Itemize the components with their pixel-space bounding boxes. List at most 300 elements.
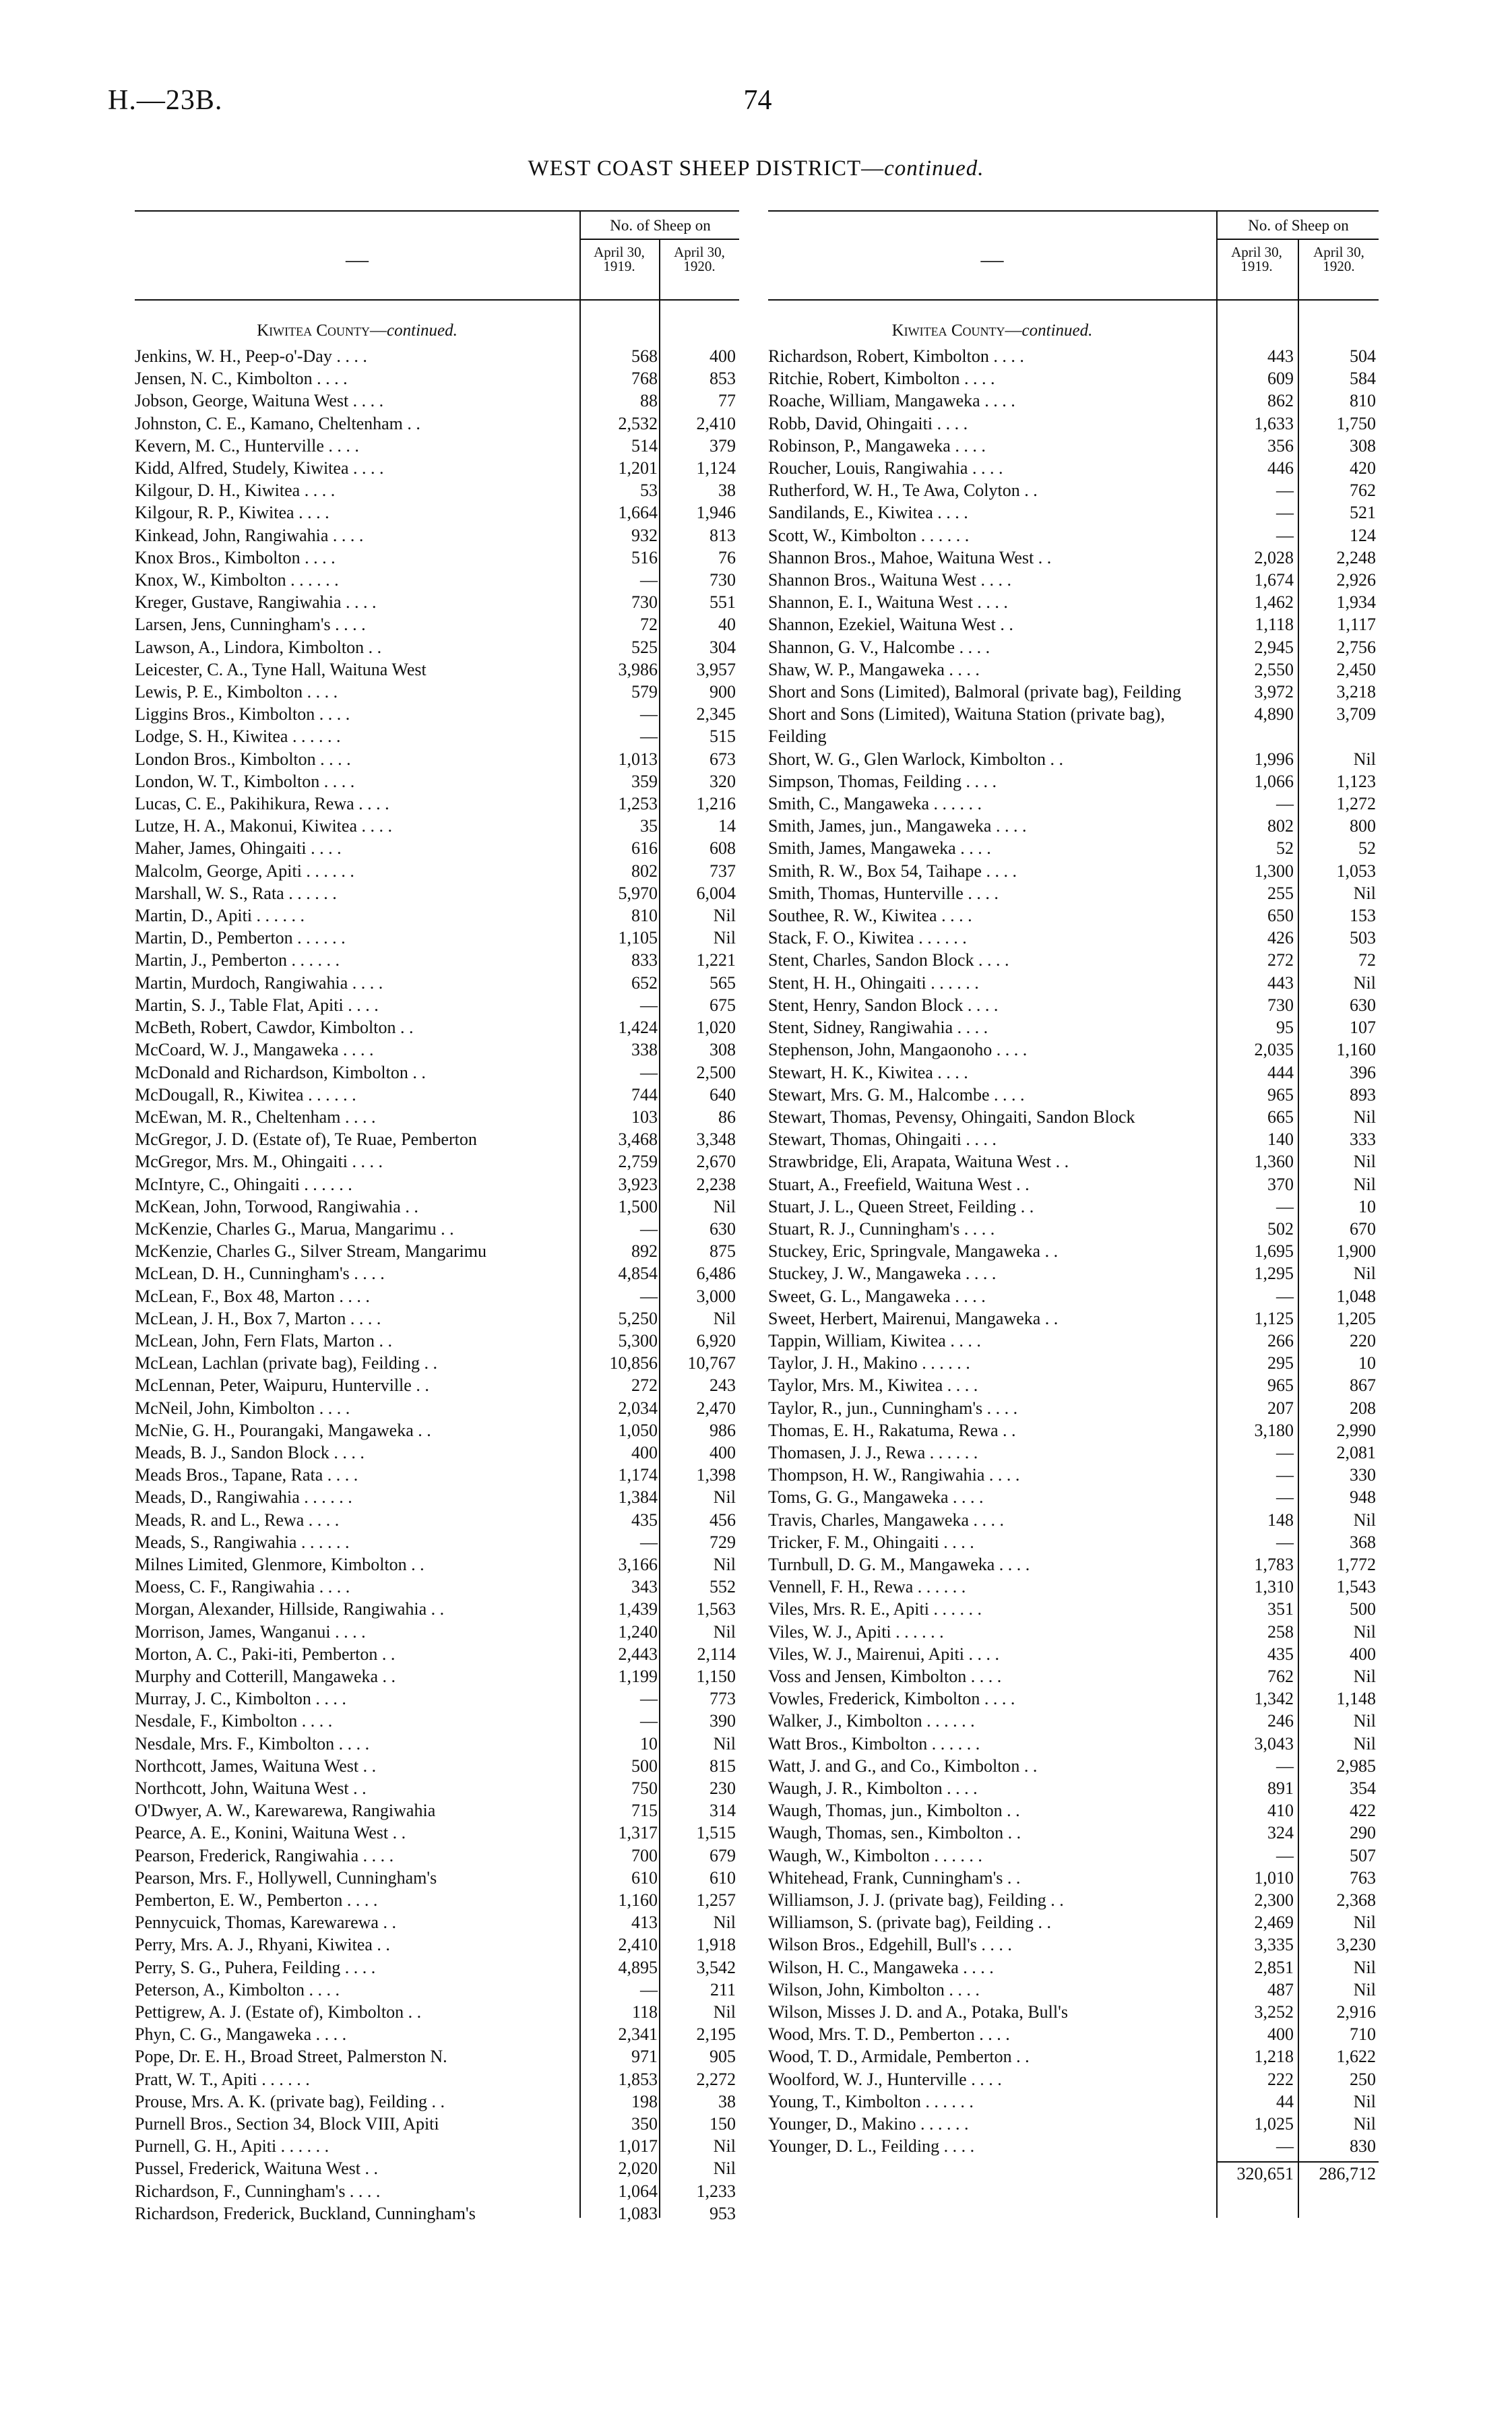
sheep-1920: 1,750: [1336, 413, 1376, 433]
sheep-1919: 650: [1267, 906, 1294, 926]
owner-name: Perry, Mrs. A. J., Rhyani, Kiwitea . .: [135, 1935, 390, 1955]
sheep-1920: 800: [1350, 816, 1376, 836]
owner-name: Pennycuick, Thomas, Karewarewa . .: [135, 1913, 396, 1933]
sheep-1919: 2,851: [1254, 1957, 1294, 1977]
owner-name: Jenkins, W. H., Peep-o'-Day . . . .: [135, 346, 367, 366]
table-row: [135, 1531, 739, 1553]
sheep-1920: Nil: [713, 906, 736, 926]
left-col2-header: April 30, 1920.: [674, 244, 725, 274]
sheep-1920: 670: [1350, 1218, 1376, 1239]
table-row: [768, 1307, 1379, 1330]
sheep-1920: 507: [1350, 1845, 1376, 1865]
table-row: [135, 1038, 739, 1061]
owner-name: Taylor, R., jun., Cunningham's . . . .: [768, 1398, 1018, 1418]
table-row: [135, 2113, 739, 2135]
owner-name: Thompson, H. W., Rangiwahia . . . .: [768, 1465, 1020, 1485]
table-row: [135, 2202, 739, 2225]
owner-name: Rutherford, W. H., Te Awa, Colyton . .: [768, 480, 1038, 501]
sheep-1920: 521: [1350, 503, 1376, 523]
owner-name: Stewart, Mrs. G. M., Halcombe . . . .: [768, 1084, 1025, 1105]
sheep-1919: 1,664: [618, 503, 658, 523]
table-row: [768, 972, 1379, 994]
sheep-1919: —: [1276, 1286, 1294, 1306]
sheep-1919: 140: [1267, 1129, 1294, 1150]
owner-name: Kidd, Alfred, Studely, Kiwitea . . . .: [135, 458, 384, 478]
owner-name: Pettigrew, A. J. (Estate of), Kimbolton . .: [135, 2002, 422, 2022]
table-row: [768, 457, 1379, 479]
sheep-1919: 272: [1267, 950, 1294, 970]
owner-name: Lutze, H. A., Makonui, Kiwitea . . . .: [135, 816, 392, 836]
sheep-1919: 744: [631, 1084, 658, 1105]
sheep-1920: 1,205: [1336, 1308, 1376, 1328]
owner-name: O'Dwyer, A. W., Karewarewa, Rangiwahia: [135, 1801, 436, 1821]
owner-name: Voss and Jensen, Kimbolton . . . .: [768, 1666, 1002, 1686]
owner-name: Strawbridge, Eli, Arapata, Waituna West . .: [768, 1152, 1069, 1172]
sheep-1920: 1,020: [696, 1018, 736, 1038]
sheep-1920: 1,148: [1336, 1689, 1376, 1709]
sheep-1919: —: [640, 1689, 658, 1709]
sheep-1919: 1,300: [1254, 861, 1294, 881]
left-table: [135, 210, 739, 2223]
owner-name: Shannon Bros., Mahoe, Waituna West . .: [768, 547, 1052, 567]
sheep-1919: 1,050: [618, 1420, 658, 1440]
sheep-1919: 802: [1267, 816, 1294, 836]
sheep-1919: —: [1276, 1756, 1294, 1776]
sheep-1919: —: [1276, 2136, 1294, 2157]
owner-name: Martin, J., Pemberton . . . . . .: [135, 950, 340, 970]
sheep-1919: —: [1276, 1532, 1294, 1552]
table-row: [768, 1106, 1379, 1128]
table-row: [768, 591, 1379, 613]
owner-name: Stuckey, Eric, Springvale, Mangaweka . .: [768, 1241, 1059, 1262]
table-row: [768, 837, 1379, 859]
sheep-1920: 710: [1350, 2024, 1376, 2045]
sheep-1919: 1,360: [1254, 1152, 1294, 1172]
owner-name: Lodge, S. H., Kiwitea . . . . . .: [135, 726, 341, 747]
sheep-1920: Nil: [713, 1308, 736, 1328]
sheep-1919: 198: [631, 2091, 658, 2111]
sheep-1920: 1,934: [1336, 592, 1376, 613]
page-number: 74: [743, 85, 772, 116]
owner-name: McLean, Lachlan (private bag), Feilding . .: [135, 1353, 438, 1373]
table-row: [135, 1196, 739, 1218]
owner-name: Martin, D., Apiti . . . . . .: [135, 906, 305, 926]
owner-name: Roache, William, Mangaweka . . . .: [768, 391, 1015, 411]
right-county-heading: [768, 321, 1216, 340]
sheep-1919: 435: [631, 1510, 658, 1530]
table-row: [135, 972, 739, 994]
sheep-1919: 444: [1267, 1062, 1294, 1082]
table-row: [768, 1799, 1379, 1822]
sheep-1920: 552: [710, 1577, 736, 1597]
sheep-1920: 1,233: [696, 2181, 736, 2201]
sheep-1920: 551: [710, 592, 736, 613]
sheep-1919: 5,970: [618, 883, 658, 903]
owner-name: Toms, G. G., Mangaweka . . . .: [768, 1487, 984, 1508]
page-header: [108, 84, 1408, 125]
sheep-1920: Nil: [713, 1733, 736, 1754]
owner-name: Richardson, F., Cunningham's . . . .: [135, 2181, 381, 2201]
table-row: [135, 1733, 739, 1755]
sheep-1920: 3,348: [696, 1129, 736, 1150]
table-row: [768, 2135, 1379, 2157]
sheep-1919: 2,034: [618, 1398, 658, 1418]
owner-name: Maher, James, Ohingaiti . . . .: [135, 838, 342, 859]
sheep-1919: 246: [1267, 1711, 1294, 1731]
table-row: [768, 501, 1379, 524]
table-row: [768, 1576, 1379, 1598]
owner-name: Pope, Dr. E. H., Broad Street, Palmerston N.: [135, 2047, 447, 2067]
table-row: [135, 1441, 739, 1464]
table-row: [135, 1173, 739, 1196]
table-row: [768, 1710, 1379, 1732]
sheep-1919: 1,066: [1254, 771, 1294, 791]
table-row: [768, 658, 1379, 681]
table-row: [768, 1016, 1379, 1038]
table-row: [135, 591, 739, 613]
total-1919: 320,651: [1236, 2164, 1294, 2183]
sheep-1919: 222: [1267, 2069, 1294, 2089]
sheep-1920: 6,004: [696, 883, 736, 903]
sheep-1920: 230: [710, 1778, 736, 1798]
sheep-1920: 2,238: [696, 1174, 736, 1194]
table-row: [135, 1106, 739, 1128]
sheep-1920: Nil: [1353, 1174, 1376, 1194]
owner-name: Vennell, F. H., Rewa . . . . . .: [768, 1577, 966, 1597]
sheep-1919: 1,674: [1254, 570, 1294, 590]
sheep-1919: 426: [1267, 928, 1294, 948]
table-row: [135, 1687, 739, 1710]
sheep-1919: 730: [631, 592, 658, 613]
table-row: [768, 703, 1379, 747]
table-row: [135, 636, 739, 658]
table-row: [135, 1576, 739, 1598]
sheep-1919: 1,025: [1254, 2114, 1294, 2134]
table-row: [135, 1553, 739, 1576]
table-row: [768, 1374, 1379, 1396]
sheep-1919: —: [1276, 480, 1294, 501]
sheep-1920: 72: [1358, 950, 1376, 970]
owner-name: Whitehead, Frank, Cunningham's . .: [768, 1867, 1021, 1888]
sheep-1919: —: [1276, 525, 1294, 545]
sheep-1920: 390: [710, 1711, 736, 1731]
table-row: [135, 412, 739, 435]
owner-name: Waugh, J. R., Kimbolton . . . .: [768, 1778, 978, 1798]
owner-name: Murphy and Cotterill, Mangaweka . .: [135, 1666, 396, 1686]
sheep-1919: 715: [631, 1801, 658, 1821]
owner-name: Stuart, R. J., Cunningham's . . . .: [768, 1218, 995, 1239]
table-row: [135, 725, 739, 747]
owner-name: Prouse, Mrs. A. K. (private bag), Feilding . .: [135, 2091, 445, 2111]
sheep-1920: 14: [718, 816, 736, 836]
sheep-1919: 4,854: [618, 1264, 658, 1284]
sheep-1920: 2,195: [696, 2024, 736, 2045]
table-row: [768, 547, 1379, 569]
table-row: [135, 1822, 739, 1844]
table-row: [768, 1844, 1379, 1867]
sheep-1920: 730: [710, 570, 736, 590]
table-row: [135, 927, 739, 949]
owner-name: McEwan, M. R., Cheltenham . . . .: [135, 1107, 376, 1127]
sheep-1920: 250: [1350, 2069, 1376, 2089]
owner-name: McNeil, John, Kimbolton . . . .: [135, 1398, 350, 1418]
left-county-suffix: continued.: [387, 321, 458, 340]
table-row: [135, 1799, 739, 1822]
owner-name: Taylor, Mrs. M., Kiwitea . . . .: [768, 1375, 978, 1396]
table-row: [135, 2001, 739, 2023]
table-row: [135, 501, 739, 524]
table-row: [135, 1665, 739, 1687]
table-row: [768, 1038, 1379, 1061]
report-code: H.—23B.: [108, 85, 223, 116]
sheep-1920: 953: [710, 2203, 736, 2223]
sheep-1919: 5,250: [618, 1308, 658, 1328]
table-row: [768, 1397, 1379, 1419]
table-row: [768, 412, 1379, 435]
sheep-1919: 1,500: [618, 1196, 658, 1216]
table-row: [768, 479, 1379, 501]
sheep-1920: 3,709: [1336, 704, 1376, 724]
owner-name: Morrison, James, Wanganui . . . .: [135, 1621, 366, 1642]
owner-name: McBeth, Robert, Cawdor, Kimbolton . .: [135, 1018, 414, 1038]
table-row: [768, 524, 1379, 547]
sheep-1919: 1,218: [1254, 2047, 1294, 2067]
sheep-1920: 515: [710, 726, 736, 747]
sheep-1920: 400: [710, 1442, 736, 1462]
sheep-1920: 1,257: [696, 1890, 736, 1911]
sheep-1919: 443: [1267, 972, 1294, 993]
owner-name: Kinkead, John, Rangiwahia . . . .: [135, 525, 364, 545]
table-row: [768, 1173, 1379, 1196]
table-row: [135, 457, 739, 479]
table-row: [135, 748, 739, 770]
table-row: [135, 1956, 739, 1979]
sheep-1919: 53: [640, 480, 658, 501]
sheep-1919: 443: [1267, 346, 1294, 366]
sheep-1920: 290: [1350, 1823, 1376, 1843]
owner-name: Martin, S. J., Table Flat, Apiti . . . .: [135, 995, 379, 1015]
owner-name: Pearson, Mrs. F., Hollywell, Cunningham's: [135, 1867, 437, 1888]
sheep-1920: Nil: [1353, 1621, 1376, 1642]
sheep-1920: 379: [710, 435, 736, 456]
sheep-1919: 148: [1267, 1510, 1294, 1530]
sheep-1920: 867: [1350, 1375, 1376, 1396]
owner-name: McGregor, J. D. (Estate of), Te Ruae, Pemberton: [135, 1129, 477, 1150]
sheep-1919: 95: [1276, 1018, 1294, 1038]
sheep-1920: 314: [710, 1801, 736, 1821]
owner-name: Martin, D., Pemberton . . . . . .: [135, 928, 346, 948]
sheep-1920: 1,123: [1336, 771, 1376, 791]
owner-name: Shannon, G. V., Halcombe . . . .: [768, 637, 990, 657]
sheep-1919: —: [1276, 1465, 1294, 1485]
sheep-1919: 446: [1267, 458, 1294, 478]
section-title-main: WEST COAST SHEEP DISTRICT—: [528, 156, 885, 181]
owner-name: Meads, R. and L., Rewa . . . .: [135, 1510, 340, 1530]
table-row: [135, 1867, 739, 1889]
owner-name: Knox Bros., Kimbolton . . . .: [135, 547, 336, 567]
table-row: [135, 1285, 739, 1307]
table-row: [135, 770, 739, 793]
sheep-1920: 1,150: [696, 1666, 736, 1686]
sheep-1919: 768: [631, 369, 658, 389]
owner-name: McLennan, Peter, Waipuru, Hunterville . .: [135, 1375, 429, 1396]
sheep-1920: 2,670: [696, 1152, 736, 1172]
owner-name: Wilson, H. C., Mangaweka . . . .: [768, 1957, 994, 1977]
sheep-1920: 38: [718, 2091, 736, 2111]
owner-name: McIntyre, C., Ohingaiti . . . . . .: [135, 1174, 352, 1194]
table-row: [768, 1665, 1379, 1687]
sheep-1919: 892: [631, 1241, 658, 1262]
sheep-1919: 3,180: [1254, 1420, 1294, 1440]
table-row: [135, 1464, 739, 1486]
owner-name: Purnell Bros., Section 34, Block VIII, Apiti: [135, 2114, 439, 2134]
table-row: [768, 882, 1379, 904]
total-1920: 286,712: [1319, 2164, 1376, 2183]
owner-name: Stewart, Thomas, Ohingaiti . . . .: [768, 1129, 997, 1150]
sheep-1919: 1,783: [1254, 1554, 1294, 1574]
owner-name: Jobson, George, Waituna West . . . .: [135, 391, 384, 411]
sheep-1919: 103: [631, 1107, 658, 1127]
table-row: [135, 390, 739, 412]
owner-name: Roucher, Louis, Rangiwahia . . . .: [768, 458, 1003, 478]
owner-name: Stuart, J. L., Queen Street, Feilding . .: [768, 1196, 1034, 1216]
owner-name: Southee, R. W., Kiwitea . . . .: [768, 906, 972, 926]
sheep-1919: 965: [1267, 1375, 1294, 1396]
table-row: [768, 1911, 1379, 1933]
sheep-1920: 153: [1350, 906, 1376, 926]
sheep-1920: 220: [1350, 1330, 1376, 1351]
owner-name: Watt Bros., Kimbolton . . . . . .: [768, 1733, 980, 1754]
sheep-1919: 1,253: [618, 794, 658, 814]
sheep-1920: 2,500: [696, 1062, 736, 1082]
left-rows: [135, 345, 739, 2225]
sheep-1919: 616: [631, 838, 658, 859]
sheep-1920: 679: [710, 1845, 736, 1865]
owner-name: Stent, Charles, Sandon Block . . . .: [768, 950, 1009, 970]
sheep-1920: 1,543: [1336, 1577, 1376, 1597]
sheep-1920: 2,410: [696, 413, 736, 433]
sheep-1919: —: [1276, 1196, 1294, 1216]
owner-name: Lucas, C. E., Pakihikura, Rewa . . . .: [135, 794, 389, 814]
sheep-1919: 52: [1276, 838, 1294, 859]
owner-name: Kilgour, R. P., Kiwitea . . . .: [135, 503, 329, 523]
owner-name: Williamson, J. J. (private bag), Feilding . .: [768, 1890, 1064, 1911]
owner-name: Smith, James, jun., Mangaweka . . . .: [768, 816, 1027, 836]
table-row: [768, 2068, 1379, 2090]
owner-name: Phyn, C. G., Mangaweka . . . .: [135, 2024, 347, 2045]
owner-name: Vowles, Frederick, Kimbolton . . . .: [768, 1689, 1015, 1709]
owner-name: Stewart, Thomas, Pevensy, Ohingaiti, Sandon Block: [768, 1107, 1135, 1127]
sheep-1919: 579: [631, 682, 658, 702]
table-row: [135, 2180, 739, 2202]
table-row: [135, 524, 739, 547]
sheep-1920: 2,114: [697, 1644, 736, 1664]
sheep-1920: Nil: [1353, 1913, 1376, 1933]
sheep-1919: 272: [631, 1375, 658, 1396]
sheep-1919: 2,028: [1254, 547, 1294, 567]
owner-name: McLean, F., Box 48, Marton . . . .: [135, 1286, 370, 1306]
table-row: [135, 1889, 739, 1911]
sheep-1920: 2,926: [1336, 570, 1376, 590]
owner-name: McDonald and Richardson, Kimbolton . .: [135, 1062, 426, 1082]
sheep-1920: 773: [710, 1689, 736, 1709]
owner-name: McDougall, R., Kiwitea . . . . . .: [135, 1084, 356, 1105]
table-row: [135, 1911, 739, 1933]
table-row: [135, 1262, 739, 1284]
sheep-1919: 652: [631, 972, 658, 993]
table-row: [768, 1933, 1379, 1956]
sheep-1919: —: [1276, 1845, 1294, 1865]
owner-name: Morgan, Alexander, Hillside, Rangiwahia . .: [135, 1599, 445, 1619]
owner-name: Knox, W., Kimbolton . . . . . .: [135, 570, 339, 590]
owner-name: Wilson, John, Kimbolton . . . .: [768, 1979, 980, 1999]
owner-name: Northcott, John, Waituna West . .: [135, 1778, 367, 1798]
owner-name: Short, W. G., Glen Warlock, Kimbolton . .: [768, 749, 1063, 769]
sheep-1919: 514: [631, 435, 658, 456]
table-row: [768, 1128, 1379, 1150]
sheep-1919: 862: [1267, 391, 1294, 411]
sheep-1919: 258: [1267, 1621, 1294, 1642]
owner-name: Johnston, C. E., Kamano, Cheltenham . .: [135, 413, 420, 433]
owner-name: Sandilands, E., Kiwitea . . . .: [768, 503, 968, 523]
table-row: [768, 1441, 1379, 1464]
sheep-1920: 456: [710, 1510, 736, 1530]
table-row: [768, 1598, 1379, 1620]
sheep-1919: 3,986: [618, 659, 658, 679]
sheep-1920: Nil: [1353, 2091, 1376, 2111]
table-row: [768, 1687, 1379, 1710]
owner-name: Wilson Bros., Edgehill, Bull's . . . .: [768, 1935, 1012, 1955]
sheep-1920: 3,000: [696, 1286, 736, 1306]
sheep-1920: Nil: [1353, 1264, 1376, 1284]
owner-name: Nesdale, Mrs. F., Kimbolton . . . .: [135, 1733, 370, 1754]
table-row: [135, 345, 739, 367]
sheep-1920: 729: [710, 1532, 736, 1552]
owner-name: Wood, Mrs. T. D., Pemberton . . . .: [768, 2024, 1010, 2045]
owner-name: Marshall, W. S., Rata . . . . . .: [135, 883, 337, 903]
sheep-1920: 320: [710, 771, 736, 791]
sheep-1919: —: [640, 1286, 658, 1306]
sheep-1919: 1,633: [1254, 413, 1294, 433]
sheep-1920: 1,900: [1336, 1241, 1376, 1262]
right-table: [768, 210, 1379, 2218]
table-row: [135, 1307, 739, 1330]
owner-name: Shaw, W. P., Mangaweka . . . .: [768, 659, 980, 679]
table-row: [135, 860, 739, 882]
owner-name: Viles, W. J., Mairenui, Apiti . . . .: [768, 1644, 999, 1664]
sheep-1919: 324: [1267, 1823, 1294, 1843]
sheep-1919: 833: [631, 950, 658, 970]
table-row: [135, 882, 739, 904]
table-row: [768, 569, 1379, 591]
owner-name: Simpson, Thomas, Feilding . . . .: [768, 771, 997, 791]
table-row: [768, 1464, 1379, 1486]
sheep-1920: 503: [1350, 928, 1376, 948]
owner-name: Stuart, A., Freefield, Waituna West . .: [768, 1174, 1030, 1194]
table-row: [135, 1150, 739, 1173]
table-row: [135, 1710, 739, 1732]
sheep-1919: 1,199: [618, 1666, 658, 1686]
table-row: [768, 636, 1379, 658]
table-row: [768, 1733, 1379, 1755]
sheep-1919: 207: [1267, 1398, 1294, 1418]
table-row: [135, 613, 739, 635]
table-row: [135, 1240, 739, 1262]
sheep-1920: 124: [1350, 525, 1376, 545]
sheep-1919: 44: [1276, 2091, 1294, 2111]
table-row: [768, 1755, 1379, 1777]
owner-name: McGregor, Mrs. M., Ohingaiti . . . .: [135, 1152, 383, 1172]
